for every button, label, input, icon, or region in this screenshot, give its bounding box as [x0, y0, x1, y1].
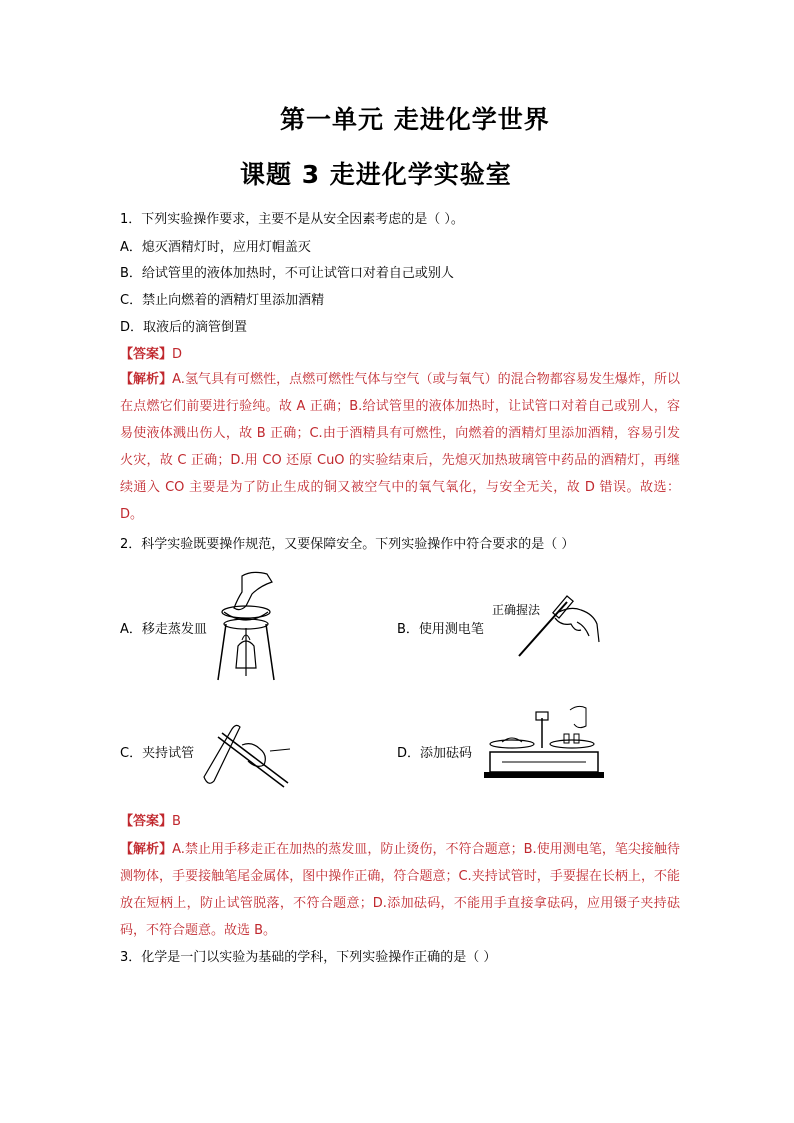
test-pen-figure — [515, 592, 605, 660]
q1-answer — [120, 345, 182, 365]
lesson-title: 课题 3 走进化学实验室 — [240, 160, 512, 189]
unit-title: 第一单元 走进化学世界 — [280, 105, 550, 134]
q2-answer-tag: 【答案】 — [120, 814, 173, 829]
q1-analysis-tag: 【解析】 — [120, 372, 173, 387]
q2-option-a: A．移走蒸发皿 — [120, 622, 207, 637]
q1-analysis-text: A.氢气具有可燃性，点燃可燃性气体与空气（或与氧气）的混合物都容易发生爆炸，所以在点燃它们前要进行验纯。故 A 正确；B.给试管里的液体加热时，让试管口对着自己或别人，容易使液体溅出伤人，故 B 正确；C.由于酒精具有可燃性，向燃着的酒精灯里添加酒精，容易引发火灾，故 C 正确；D.用 CO 还原 CuO 的实验结束后，先熄灭加热玻璃管中药品的酒精灯，再继续通入 CO 主要是为了防止生成的铜又被空气中的氧气氧化，与安全无关，故 D 错误。故选：D。 — [120, 372, 680, 522]
test-tube-holder-image — [198, 715, 294, 789]
test-pen-image — [515, 592, 605, 660]
q1-stem: 1．下列实验操作要求，主要不是从安全因素考虑的是（ ）。 — [120, 212, 464, 227]
q2-option-b: B．使用测电笔 — [397, 622, 484, 637]
figure-b-caption: 正确握法 — [492, 603, 541, 617]
q2-analysis-text: A.禁止用手移走正在加热的蒸发皿，防止烫伤，不符合题意；B.使用测电笔，笔尖接触待测物体，手要接触笔尾金属体，图中操作正确，符合题意；C.夹持试管时，手要握在长柄上，不能放在短柄上，防止试管脱落，不符合题意；D.添加砝码，不能用手直接拿砝码，应用镊子夹持砝码，不符合题意。故选 B。 — [120, 842, 680, 938]
q1-answer-value: D — [172, 347, 183, 362]
q2-answer-value: B — [172, 814, 181, 829]
balance-image — [482, 700, 606, 784]
q1-option-d: D．取液后的滴管倒置 — [120, 320, 248, 335]
q1-answer-tag: 【答案】 — [120, 347, 173, 362]
q2-analysis-tag: 【解析】 — [120, 842, 173, 857]
q3-stem: 3．化学是一门以实验为基础的学科，下列实验操作正确的是（ ） — [120, 950, 497, 965]
q2-analysis — [120, 836, 680, 944]
q1-option-c: C．禁止向燃着的酒精灯里添加酒精 — [120, 293, 325, 308]
q1-analysis — [120, 366, 680, 528]
q2-option-c: C．夹持试管 — [120, 746, 195, 761]
q1-option-b: B．给试管里的液体加热时，不可让试管口对着自己或别人 — [120, 266, 454, 281]
q2-answer — [120, 812, 181, 832]
test-tube-holder-figure — [198, 715, 294, 789]
q2-option-d: D．添加砝码 — [397, 746, 473, 761]
balance-figure — [482, 700, 606, 784]
evaporating-dish-figure — [212, 568, 282, 684]
evaporating-dish-image — [212, 568, 282, 684]
q1-option-a: A．熄灭酒精灯时，应用灯帽盖灭 — [120, 240, 311, 255]
q2-stem: 2．科学实验既要操作规范，又要保障安全。下列实验操作中符合要求的是（ ） — [120, 537, 575, 552]
